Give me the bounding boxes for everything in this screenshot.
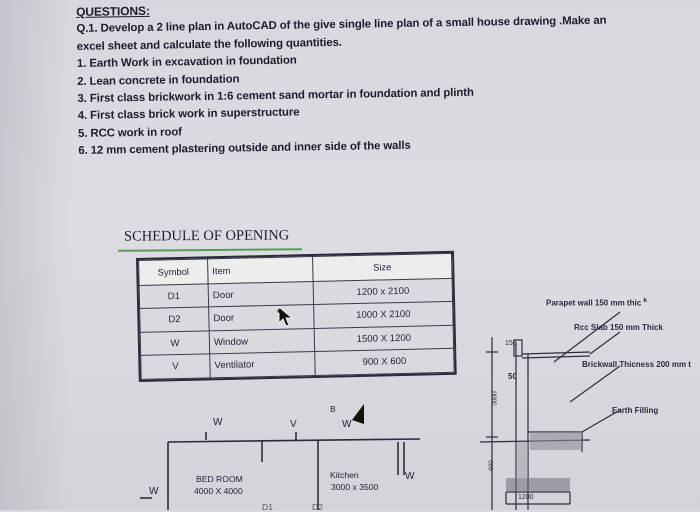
plan-d2-partial: D2 [312,502,323,512]
row2-symbol: D2 [140,307,210,332]
plan-v-top: V [290,419,297,430]
row4-symbol: V [141,354,211,379]
dim-3000: 3000 [491,391,499,406]
plan-w-top-right: W [342,419,352,430]
header-symbol: Symbol [139,259,209,285]
dim-50: 50 [508,372,517,381]
schedule-title-underline [118,248,302,252]
schedule-title: SCHEDULE OF OPENING [123,227,290,245]
quantity-item-1: 1. Earth Work in excavation in foundation [76,54,297,71]
section-plinth-hatch [516,442,528,478]
dim-150: 150 [505,340,517,347]
schedule-table [136,251,457,382]
quantity-item-5: 5. RCC work in roof [77,126,182,140]
row1-item: Door [208,281,314,307]
wall-section-drawing [470,282,700,510]
kitchen-size: 3000 x 3500 [331,482,379,492]
label-brickwall: Brickwall Thicness 200 mm t [582,360,691,369]
row1-symbol: D1 [139,284,209,309]
quantity-item-3: 3. First class brickwork in 1:6 cement sand mortar in foundation and plinth [77,86,474,106]
row2-item: Door [209,305,315,331]
dim-1200: 1200 [518,494,534,501]
section-slab-bottom [522,356,590,358]
leader-parapet [554,312,620,362]
section-slab-top [522,352,590,354]
leader-brickwall [570,366,620,402]
question-intro-line2: excel sheet and calculate the following quantities. [76,36,342,53]
row2-size: 1000 X 2100 [314,302,453,329]
section-earth-hatch [530,432,582,450]
dim-600: 600 [487,460,495,471]
label-parapet-k: k [643,297,648,304]
section-footing-hatch [506,478,570,492]
plan-w-right: W [405,471,415,482]
question-intro-line1: Q.1. Develop a 2 line plan in AutoCAD of the give single line plan of a small house drawing .Make an [76,15,607,36]
plan-w-top-left: W [213,417,223,428]
header-item: Item [208,256,314,283]
label-parapet [546,297,647,308]
quantity-item-6: 6. 12 mm cement plastering outside and inner side of the walls [78,140,411,158]
bedroom-size: 4000 X 4000 [194,486,243,496]
plan-w-left: W [149,486,159,497]
kitchen-name: Kitchen [330,470,359,480]
row1-size: 1200 x 2100 [313,278,452,305]
label-rcc-slab: Rcc Slab 150 mm Thick [574,323,663,332]
plan-b-label: B [330,404,336,414]
row3-symbol: W [140,331,210,356]
leader-slab [590,332,620,354]
move-cursor-icon [276,305,296,329]
row3-size: 1500 X 1200 [314,325,453,352]
flag-marker-icon [352,404,364,424]
row4-item: Ventilator [210,352,316,378]
row3-item: Window [209,328,315,354]
header-size: Size [313,253,453,281]
quantity-item-4: 4. First class brick work in superstructure [77,106,300,123]
bedroom-name: BED ROOM [196,474,243,484]
plan-d1-partial: D1 [262,502,273,512]
label-earth-filling: Earth Filling [612,406,659,415]
questions-block [76,0,700,161]
row4-size: 900 X 600 [315,349,454,376]
label-parapet-text: Parapet wall 150 mm thic [546,298,642,308]
questions-heading: QUESTIONS: [76,3,150,19]
quantity-item-2: 2. Lean concrete in foundation [77,73,240,88]
